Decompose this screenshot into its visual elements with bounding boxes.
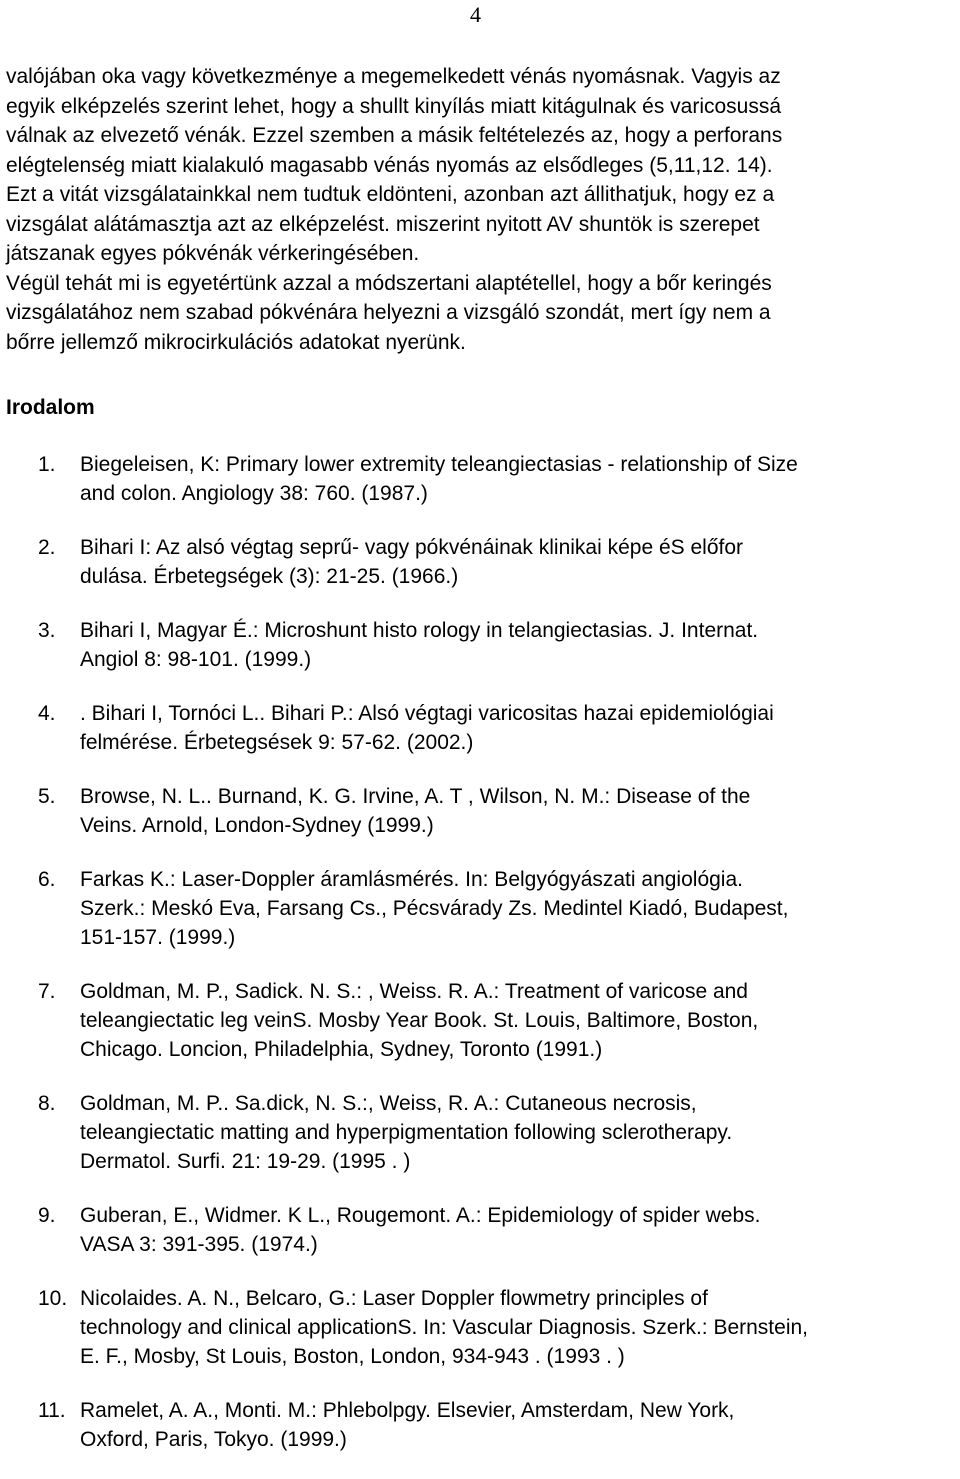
reference-line: teleangiectatic leg veinS. Mosby Year Book. St. Louis, Baltimore, Boston, <box>80 1009 759 1032</box>
reference-line: . Bihari I, Tornóci L.. Bihari P.: Alsó végtagi varicositas hazai epidemiológiai <box>80 702 774 725</box>
reference-line: Biegeleisen, K: Primary lower extremity teleangiectasias - relationship of Size <box>80 453 798 476</box>
reference-number: 4. <box>38 702 56 725</box>
reference-line: Goldman, M. P., Sadick. N. S.: , Weiss. R. A.: Treatment of varicose and <box>80 980 748 1003</box>
reference-number: 1. <box>38 453 56 476</box>
reference-item <box>0 1089 960 1176</box>
reference-line: Oxford, Paris, Tokyo. (1999.) <box>80 1428 347 1451</box>
reference-item <box>0 616 960 674</box>
reference-number: 9. <box>38 1204 56 1227</box>
reference-line: dulása. Érbetegségek (3): 21-25. (1966.) <box>80 565 459 588</box>
reference-item <box>0 450 960 508</box>
reference-line: Guberan, E., Widmer. K L., Rougemont. A.: Epidemiology of spider webs. <box>80 1204 761 1227</box>
body-line: vizsgálatához nem szabad pókvénára helyezni a vizsgáló szondát, mert így nem a <box>6 301 771 324</box>
reference-number: 3. <box>38 619 56 642</box>
reference-number: 7. <box>38 980 56 1003</box>
reference-line: Chicago. Loncion, Philadelphia, Sydney, Toronto (1991.) <box>80 1038 603 1061</box>
body-line: elégtelenség miatt kialakuló magasabb vénás nyomás az elsődleges (5,11,12. 14). <box>6 153 773 177</box>
reference-item <box>0 977 960 1064</box>
reference-line: Bihari I: Az alsó végtag seprű- vagy pókvénáinak klinikai képe éS előfor <box>80 536 744 559</box>
reference-line: 151-157. (1999.) <box>80 926 236 949</box>
reference-number: 10. <box>38 1287 68 1310</box>
reference-number: 2. <box>38 536 56 559</box>
reference-line: Farkas K.: Laser-Doppler áramlásmérés. In: Belgyógyászati angiológia. <box>80 868 743 891</box>
body-line: valójában oka vagy következménye a megemelkedett vénás nyomásnak. Vagyis az <box>6 65 781 88</box>
references-heading: Irodalom <box>6 396 95 419</box>
reference-line: Dermatol. Surfi. 21: 19-29. (1995 . ) <box>80 1150 411 1173</box>
reference-number: 5. <box>38 785 56 808</box>
body-line: játszanak egyes pókvénák vérkeringésében. <box>6 242 420 265</box>
body-line: Ezt a vitát vizsgálatainkkal nem tudtuk eldönteni, azonban azt állithatjuk, hogy ez a <box>6 183 775 206</box>
body-line: válnak az elvezető vénák. Ezzel szemben a másik feltételezés az, hogy a perforans <box>6 124 783 147</box>
reference-line: and colon. Angiology 38: 760. (1987.) <box>80 482 428 505</box>
reference-item <box>0 699 960 757</box>
reference-item <box>0 865 960 952</box>
reference-line: Veins. Arnold, London-Sydney (1999.) <box>80 814 434 837</box>
reference-line: Szerk.: Meskó Eva, Farsang Cs., Pécsvárady Zs. Medintel Kiadó, Budapest, <box>80 897 789 920</box>
reference-list <box>0 450 960 1479</box>
reference-line: Bihari I, Magyar É.: Microshunt histo rology in telangiectasias. J. Internat. <box>80 619 759 642</box>
reference-line: teleangiectatic matting and hyperpigmentation following sclerotherapy. <box>80 1121 733 1144</box>
reference-line: technology and clinical applicationS. In: Vascular Diagnosis. Szerk.: Bernstein, <box>80 1316 808 1339</box>
reference-item <box>0 1284 960 1371</box>
reference-line: VASA 3: 391-395. (1974.) <box>80 1233 318 1256</box>
reference-line: felmérése. Érbetegsések 9: 57-62. (2002.) <box>80 731 474 754</box>
reference-item <box>0 782 960 840</box>
reference-line: Goldman, M. P.. Sa.dick, N. S.:, Weiss, R. A.: Cutaneous necrosis, <box>80 1092 697 1115</box>
reference-line: Angiol 8: 98-101. (1999.) <box>80 648 312 671</box>
reference-line: Browse, N. L.. Burnand, K. G. Irvine, A. T , Wilson, N. M.: Disease of the <box>80 785 751 808</box>
body-line: bőrre jellemző mikrocirkulációs adatokat nyerünk. <box>6 330 466 354</box>
reference-item <box>0 533 960 591</box>
body-paragraph <box>6 62 956 357</box>
reference-item <box>0 1201 960 1259</box>
body-line: egyik elképzelés szerint lehet, hogy a shullt kinyílás miatt kitágulnak és varicosussá <box>6 94 782 118</box>
body-line: Végül tehát mi is egyetértünk azzal a módszertani alaptétellel, hogy a bőr keringés <box>6 271 772 295</box>
reference-line: E. F., Mosby, St Louis, Boston, London, 934-943 . (1993 . ) <box>80 1345 625 1368</box>
reference-line: Nicolaides. A. N., Belcaro, G.: Laser Doppler flowmetry principles of <box>80 1287 708 1310</box>
reference-item <box>0 1396 960 1454</box>
reference-line: Ramelet, A. A., Monti. M.: Phlebolpgy. Elsevier, Amsterdam, New York, <box>80 1399 735 1422</box>
reference-number: 8. <box>38 1092 56 1115</box>
page-number: 4 <box>470 2 481 27</box>
body-line: vizsgálat alátámasztja azt az elképzelést. miszerint nyitott AV shuntök is szerepet <box>6 212 760 236</box>
reference-number: 6. <box>38 868 56 891</box>
reference-number: 11. <box>38 1399 66 1422</box>
